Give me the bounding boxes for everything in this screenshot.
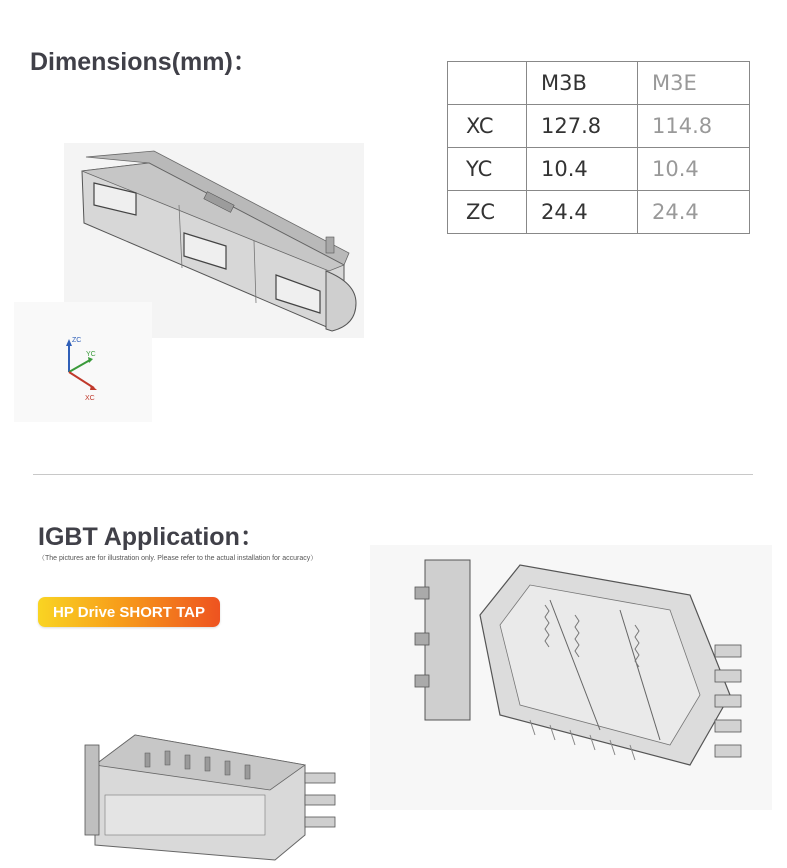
table-cell-axis: XC bbox=[448, 105, 527, 148]
table-cell-m3e: 10.4 bbox=[638, 148, 750, 191]
table-cell-axis: ZC bbox=[448, 191, 527, 234]
illustration-disclaimer: （The pictures are for illustration only. Please refer to the actual installation for accuracy） bbox=[38, 555, 318, 562]
dimensions-title: Dimensions(mm)： bbox=[30, 48, 258, 76]
igbt-module-image-small bbox=[75, 725, 355, 865]
section-divider bbox=[33, 474, 753, 475]
table-header-cell: M3E bbox=[638, 62, 750, 105]
table-cell-axis: YC bbox=[448, 148, 527, 191]
table-header-row bbox=[448, 62, 750, 105]
table-cell-m3b: 10.4 bbox=[527, 148, 638, 191]
table-row bbox=[448, 148, 750, 191]
axis-x-label: XC bbox=[85, 395, 95, 402]
hp-drive-short-tap-button[interactable]: HP Drive SHORT TAP bbox=[38, 597, 220, 627]
igbt-module-image-large bbox=[370, 545, 772, 810]
axis-z-label: ZC bbox=[72, 337, 82, 344]
table-cell-m3b: 127.8 bbox=[527, 105, 638, 148]
table-row bbox=[448, 191, 750, 234]
axis-triad-icon bbox=[14, 302, 152, 422]
table-row bbox=[448, 105, 750, 148]
table-cell-m3e: 24.4 bbox=[638, 191, 750, 234]
table-header-cell: M3B bbox=[527, 62, 638, 105]
table-cell-m3e: 114.8 bbox=[638, 105, 750, 148]
dimensions-table bbox=[447, 61, 750, 234]
axis-y-label: YC bbox=[86, 351, 96, 358]
table-header-cell bbox=[448, 62, 527, 105]
table-cell-m3b: 24.4 bbox=[527, 191, 638, 234]
igbt-application-title: IGBT Application： bbox=[38, 523, 265, 551]
